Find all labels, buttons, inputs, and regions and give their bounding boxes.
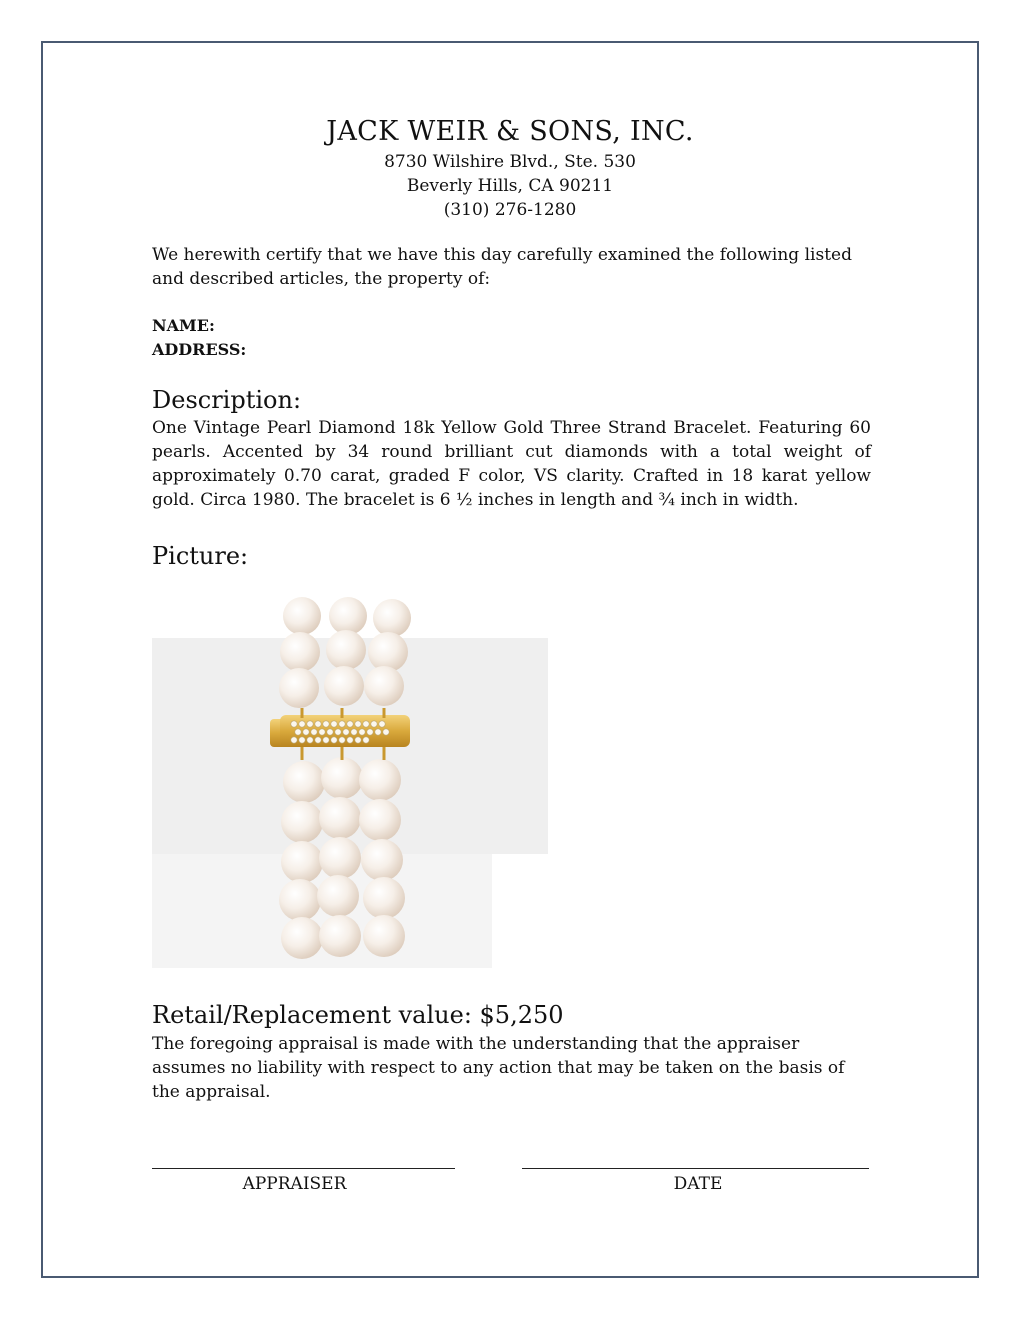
appraiser-signature-line xyxy=(152,1168,455,1169)
description-heading: Description: xyxy=(152,386,302,414)
date-label: DATE xyxy=(673,1174,723,1194)
company-address-line2: Beverly Hills, CA 90211 xyxy=(406,176,614,196)
description-text: One Vintage Pearl Diamond 18k Yellow Gold Three Strand Bracelet. Featuring 60 pearls. Accented by 34 round brilliant cut diamonds with a total weight of approximately 0.70 carat, graded F color, VS clarity. Crafted in 18 karat yellow gold. Circa 1980. The bracelet is 6 ½ inches in length and ¾ inch in width. xyxy=(152,418,871,510)
bracelet-photo xyxy=(152,572,548,968)
date-signature-line xyxy=(522,1168,869,1169)
name-label: NAME: xyxy=(152,316,215,335)
picture-heading: Picture: xyxy=(152,542,249,570)
replacement-value: Retail/Replacement value: $5,250 xyxy=(152,1001,564,1029)
pearl-strands xyxy=(279,597,411,959)
appraiser-label: APPRAISER xyxy=(242,1174,347,1194)
company-address-line1: 8730 Wilshire Blvd., Ste. 530 xyxy=(384,152,636,172)
address-label: ADDRESS: xyxy=(152,340,247,359)
appraisal-disclaimer: The foregoing appraisal is made with the understanding that the appraiser assumes no liability with respect to any action that may be taken on the basis of the appraisal. xyxy=(152,1034,845,1102)
company-phone: (310) 276-1280 xyxy=(443,200,577,220)
certification-text: We herewith certify that we have this day carefully examined the following listed and described articles, the property of: xyxy=(152,245,852,289)
company-name: JACK WEIR & SONS, INC. xyxy=(326,116,694,147)
